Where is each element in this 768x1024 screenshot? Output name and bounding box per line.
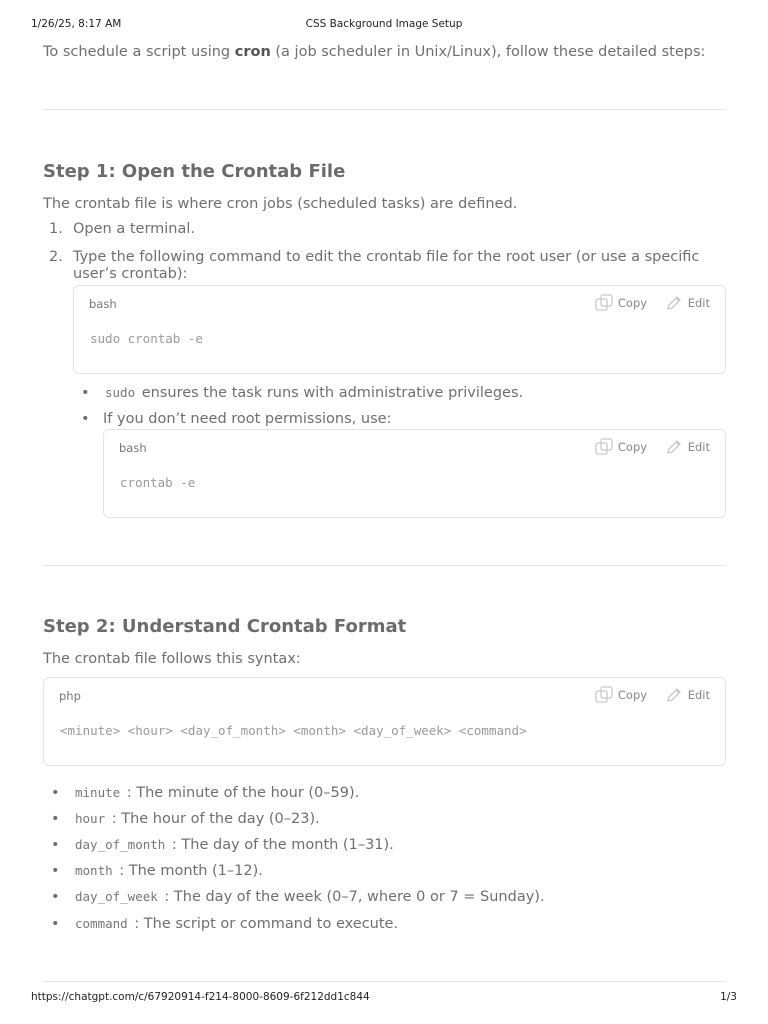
divider: [43, 109, 726, 110]
bullet-text: : The month (1–12).: [114, 863, 263, 879]
bullet-text: : The script or command to execute.: [129, 916, 399, 932]
list-item-text: Open a terminal.: [73, 221, 196, 237]
inline-code-field: day_of_month: [75, 837, 166, 852]
copy-label: Copy: [617, 440, 648, 454]
bullet-marker: •: [81, 411, 90, 427]
code-language-label: bash: [89, 297, 117, 311]
page-number: 1/3: [720, 991, 737, 1003]
inline-code-field: month: [75, 863, 113, 878]
step2-description: The crontab file follows this syntax:: [43, 651, 301, 667]
step1-heading: Step 1: Open the Crontab File: [43, 161, 346, 182]
bullet-marker: •: [51, 837, 60, 853]
print-date: 1/26/25, 8:17 AM: [31, 18, 122, 30]
code-block: [103, 429, 726, 518]
edit-label: Edit: [687, 688, 710, 702]
inline-code-field: hour: [75, 811, 106, 826]
step1-description: The crontab file is where cron jobs (scheduled tasks) are defined.: [43, 196, 518, 212]
bullet-marker: •: [51, 785, 60, 801]
code-content: <minute> <hour> <day_of_month> <month> <day_of_week> <command>: [60, 723, 527, 738]
copy-button[interactable]: [595, 294, 647, 312]
bullet-marker: •: [51, 889, 60, 905]
bullet-marker: •: [51, 863, 60, 879]
bullet-text: : The day of the month (1–31).: [167, 837, 394, 853]
intro-bold-cron: cron: [234, 44, 271, 60]
inline-code-field: day_of_week: [75, 889, 158, 904]
edit-pencil-icon: [665, 686, 683, 704]
copy-button[interactable]: [595, 438, 647, 456]
bullet-text: : The day of the week (0–7, where 0 or 7 = Sunday).: [159, 889, 545, 905]
divider: [43, 981, 726, 982]
edit-button[interactable]: [665, 686, 710, 704]
inline-code-field: minute: [75, 785, 121, 800]
intro-paragraph: [43, 44, 705, 60]
code-actions: [581, 294, 710, 315]
copy-icon: [595, 294, 613, 312]
list-number: 2.: [49, 249, 63, 265]
code-block: [43, 677, 726, 766]
code-block: [73, 285, 726, 374]
bullet-marker: •: [81, 385, 90, 401]
edit-label: Edit: [687, 440, 710, 454]
inline-code-sudo: sudo: [105, 385, 136, 400]
edit-button[interactable]: [665, 294, 710, 312]
divider: [43, 565, 726, 566]
print-header: [31, 18, 737, 34]
copy-label: Copy: [617, 688, 648, 702]
step2-heading: Step 2: Understand Crontab Format: [43, 616, 407, 637]
bullet-text: ensures the task runs with administrative privileges.: [137, 385, 524, 401]
code-content: sudo crontab -e: [90, 331, 203, 346]
edit-pencil-icon: [665, 438, 683, 456]
bullet-marker: •: [51, 916, 60, 932]
edit-label: Edit: [687, 296, 710, 310]
bullet-text: : The hour of the day (0–23).: [107, 811, 320, 827]
intro-text-before: To schedule a script using: [43, 44, 235, 60]
code-actions: [581, 438, 710, 459]
copy-label: Copy: [617, 296, 648, 310]
bullet-text: If you don’t need root permissions, use:: [103, 411, 392, 427]
copy-icon: [595, 686, 613, 704]
code-language-label: bash: [119, 441, 147, 455]
print-title: CSS Background Image Setup: [305, 18, 463, 30]
print-url: https://chatgpt.com/c/67920914-f214-8000-8609-6f212dd1c844: [31, 991, 370, 1003]
edit-pencil-icon: [665, 294, 683, 312]
edit-button[interactable]: [665, 438, 710, 456]
list-item-text: Type the following command to edit the crontab file for the root user (or use a specific user’s crontab):: [73, 249, 700, 282]
bullet-marker: •: [51, 811, 60, 827]
bullet-text: : The minute of the hour (0–59).: [122, 785, 360, 801]
copy-icon: [595, 438, 613, 456]
intro-text-after: (a job scheduler in Unix/Linux), follow these detailed steps:: [270, 44, 706, 60]
code-language-label: php: [59, 689, 81, 703]
code-content: crontab -e: [120, 475, 196, 490]
print-footer: [31, 991, 737, 1007]
list-number: 1.: [49, 221, 63, 237]
code-actions: [581, 686, 710, 707]
copy-button[interactable]: [595, 686, 647, 704]
inline-code-field: command: [75, 916, 128, 931]
